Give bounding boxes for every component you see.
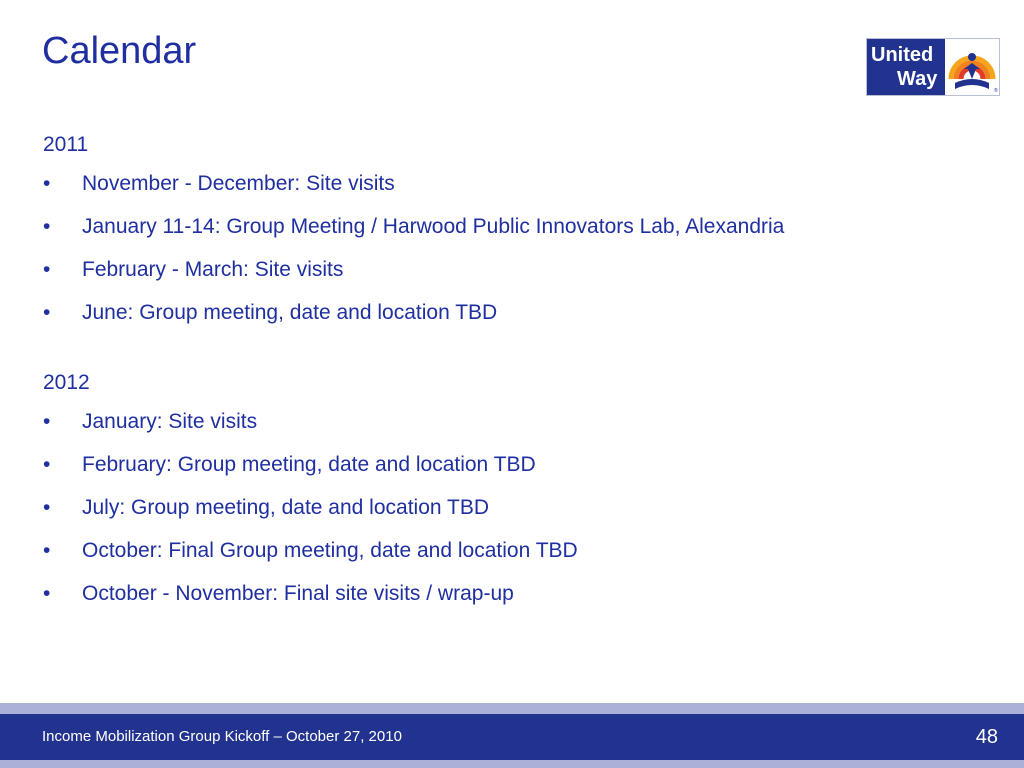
list-item-text: February - March: Site visits <box>82 258 344 281</box>
bullet-icon: • <box>43 258 51 281</box>
bullet-list <box>43 170 843 326</box>
united-way-rainbow-hand-icon <box>945 39 999 95</box>
bullet-icon: • <box>43 410 51 433</box>
bullet-icon: • <box>43 453 51 476</box>
bullet-list <box>43 408 843 607</box>
bullet-icon: • <box>43 582 51 605</box>
section-2012 <box>43 368 843 607</box>
svg-text:®: ® <box>994 88 998 94</box>
section-year-heading: 2012 <box>43 371 90 394</box>
list-item-text: June: Group meeting, date and location TBD <box>82 301 498 324</box>
list-item <box>43 580 843 607</box>
footer-stripe-bottom <box>0 760 1024 768</box>
bullet-icon: • <box>43 172 51 195</box>
footer-text: Income Mobilization Group Kickoff – October 27, 2010 <box>42 728 402 745</box>
list-item-text: July: Group meeting, date and location TBD <box>82 496 490 519</box>
list-item-text: February: Group meeting, date and location TBD <box>82 453 536 476</box>
logo-text-line2: Way <box>897 68 938 90</box>
bullet-icon: • <box>43 539 51 562</box>
page-number: 48 <box>975 726 998 748</box>
bullet-icon: • <box>43 301 51 324</box>
logo-text-line1: United <box>871 44 934 66</box>
list-item-text: January 11-14: Group Meeting / Harwood Public Innovators Lab, Alexandria <box>82 215 785 238</box>
list-item-text: October: Final Group meeting, date and location TBD <box>82 539 578 562</box>
united-way-logo <box>866 38 1000 96</box>
logo-text-box <box>867 39 945 95</box>
list-item <box>43 451 843 478</box>
list-item <box>43 537 843 564</box>
section-2011 <box>43 130 843 326</box>
list-item-text: November - December: Site visits <box>82 172 395 195</box>
bullet-icon: • <box>43 496 51 519</box>
list-item <box>43 170 843 197</box>
list-item <box>43 299 843 326</box>
list-item <box>43 213 843 240</box>
section-year-heading: 2011 <box>43 133 89 156</box>
list-item-text: January: Site visits <box>82 410 258 433</box>
footer-stripe-top <box>0 703 1024 714</box>
list-item <box>43 256 843 283</box>
bullet-icon: • <box>43 215 51 238</box>
slide-title: Calendar <box>42 30 197 72</box>
list-item <box>43 494 843 521</box>
list-item-text: October - November: Final site visits / wrap-up <box>82 582 514 605</box>
list-item <box>43 408 843 435</box>
slide-content <box>43 130 843 623</box>
